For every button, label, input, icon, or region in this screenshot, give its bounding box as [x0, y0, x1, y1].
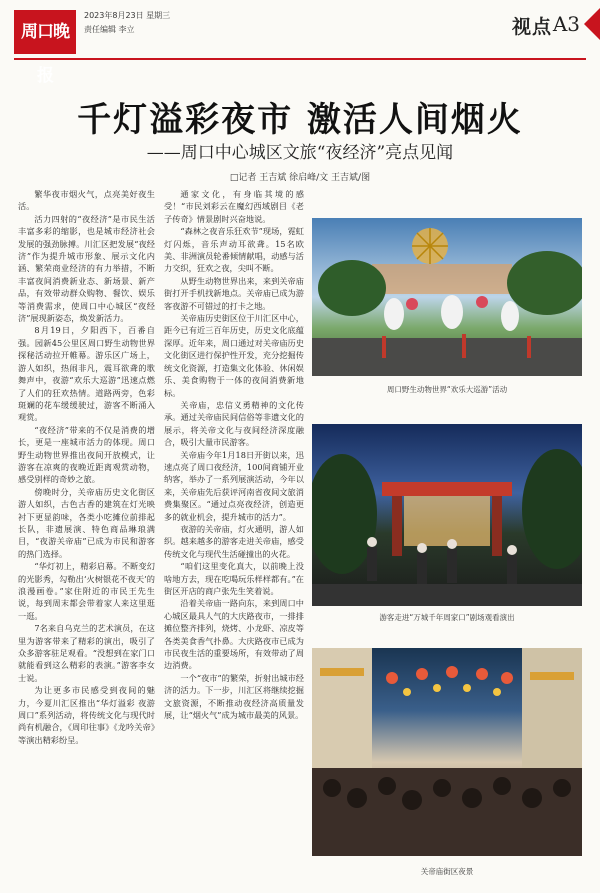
- paragraph: 7名来自乌克兰的艺术演员，在这里为游客带来了精彩的演出，吸引了众多游客驻足观看。“没想到在家门口就能看到这么精彩的表演。”游客李女士说。: [18, 623, 155, 683]
- paragraph: “华灯初上，精彩启幕。不断变幻的光影秀，勾勒出‘火树银花不夜天’的浪漫画卷。”家住附近的市民王先生说，每到周末都会带着家人来这里逛一逛。: [18, 561, 155, 621]
- paragraph: “森林之夜音乐狂欢节”现场，霓虹灯闪烁，音乐声动耳欲聋。15名欧美、非洲演员轮番倾情献唱，动感与活力交织，狂欢之夜，尖叫不断。: [164, 226, 304, 274]
- paragraph: 傍晚时分，关帝庙历史文化街区游人如织，古色古香的建筑在灯光映衬下更显韵味，各类小吃摊位前排起长队，非遗展演、特色商品琳琅满目，“夜游关帝庙”已成为市民和游客的热门选择。: [18, 486, 155, 559]
- street-illustration: [312, 648, 582, 856]
- subheadline: ——周口中心城区文旅“夜经济”亮点见闻: [146, 143, 454, 163]
- photo-parade: [312, 218, 582, 376]
- paragraph: 夜游的关帝庙，灯火通明，游人如织。越来越多的游客走进关帝庙，感受传统文化与现代生活碰撞出的火花。: [164, 523, 304, 559]
- theater-illustration: [312, 424, 582, 606]
- byline: □记者 王吉斌 徐启峰/文 王吉斌/图: [229, 173, 371, 183]
- article-column-2: [164, 188, 304, 721]
- masthead-rule: [14, 58, 586, 60]
- paragraph: 为让更多市民感受到夜间的魅力，今夏川汇区推出“华灯溢彩 夜游周口”系列活动，将传统文化与现代时尚有机融合，《周印往事》《龙吟关帝》等演出精彩纷呈。: [18, 685, 155, 745]
- paragraph: 一个“夜市”的繁荣，折射出城市经济的活力。下一步，川汇区将继续挖掘文旅资源，不断推动夜经济高质量发展，让“烟火气”成为城市最美的风景。: [164, 672, 304, 721]
- headline: 千灯溢彩夜市 激活人间烟火: [77, 100, 523, 140]
- newspaper-logo: 周口晚报: [14, 10, 76, 54]
- paragraph: 关帝庙，忠信义勇精神的文化传承。通过关帝庙民间信俗等非遗文化的展示，将关帝文化与夜间经济深度融合，吸引大量市民游客。: [164, 399, 304, 448]
- paragraph: 活力四射的“夜经济”是市民生活丰富多彩的缩影，也是城市经济社会发展的强劲脉搏。川汇区把发展“夜经济”作为提升城市形象、展示文化内涵、繁荣商业经济的有力举措，不断丰富夜间消费新业态、新场景、新产品，有效带动群众购物、餐饮、娱乐等消费需求，使周口中心城区“夜经济”展现新姿态，焕发新活力。: [18, 213, 155, 324]
- paragraph: 繁华夜市烟火气，点亮美好夜生活。: [18, 189, 155, 212]
- photo-caption: 游客走进“万城千年周家口”剧场观看演出: [379, 613, 515, 622]
- editor-credit: 责任编辑 李立: [84, 25, 135, 34]
- photo-street-night: [312, 648, 582, 856]
- page-number: A3: [552, 12, 580, 36]
- masthead: [0, 0, 600, 86]
- article-column-1: [18, 188, 155, 746]
- paragraph: 通家文化，有身临其境的感受！“市民刘彩云在魔幻西域剧目《老子传奇》情景剧时兴奋地说。: [164, 189, 304, 224]
- paragraph: 8月19日，夕阳西下，百番自强。园新45公里区周口野生动物世界探秘活动拉开帷幕。游乐区广场上，游人如织，热闹非凡，震耳欲聋的歌舞声中，夜游“欢乐大巡游”迅速点燃了人们的狂欢热情。道路两旁，色彩斑斓的花车缓缓驶过，游客不断涌入观赏。: [18, 325, 155, 423]
- photo-theater-gate: [312, 424, 582, 606]
- paragraph: 关帝庙今年1月18日开街以来，迅速点亮了周口夜经济，100间商铺开业纳客，举办了一系列展演活动，今年以来，关帝庙先后获评河南省夜间文旅消费集聚区。“通过点亮夜经济，创造更多的就业机会，提升城市的活力”。: [164, 449, 304, 522]
- paragraph: 沿着关帝庙一路向东，来到周口中心城区最具人气的大庆路夜市，一排排摊位整齐排列，烧烤、小龙虾、凉皮等各类美食香气扑鼻。大庆路夜市已成为市民夜生活的重要场所，有效带动了周边消费。: [164, 598, 304, 671]
- paragraph: 从野生动物世界出来，来到关帝庙街打开手机找新地点。关帝庙已成为游客夜游不可错过的打卡之地。: [164, 275, 304, 311]
- photo-caption: 周口野生动物世界“欢乐大巡游”活动: [386, 385, 508, 394]
- paragraph: “咱们这里变化真大，以前晚上没啥地方去，现在吃喝玩乐样样都有。”在街区开店的商户张先生笑着说。: [164, 561, 304, 596]
- paragraph: “夜经济”带来的不仅是消费的增长，更是一座城市活力的体现。周口野生动物世界推出夜间开放模式，让游客在凉爽的夜晚近距离观赏动物，感受别样的奇妙之旅。: [18, 424, 155, 485]
- page-arrow-icon: [584, 8, 600, 40]
- photo-caption: 关帝庙街区夜景: [420, 867, 474, 876]
- parade-illustration: [312, 218, 582, 376]
- section-title: 视点: [511, 16, 552, 38]
- issue-date: 2023年8月23日 星期三: [84, 11, 171, 20]
- paragraph: 关帝庙历史街区位于川汇区中心，距今已有近三百年历史，历史文化底蕴深厚。近年来，周口通过对关帝庙历史文化街区进行保护性开发，充分挖掘传统文化资源，打造集文化体验、休闲娱乐、美食购物于一体的夜间消费新地标。: [164, 313, 304, 398]
